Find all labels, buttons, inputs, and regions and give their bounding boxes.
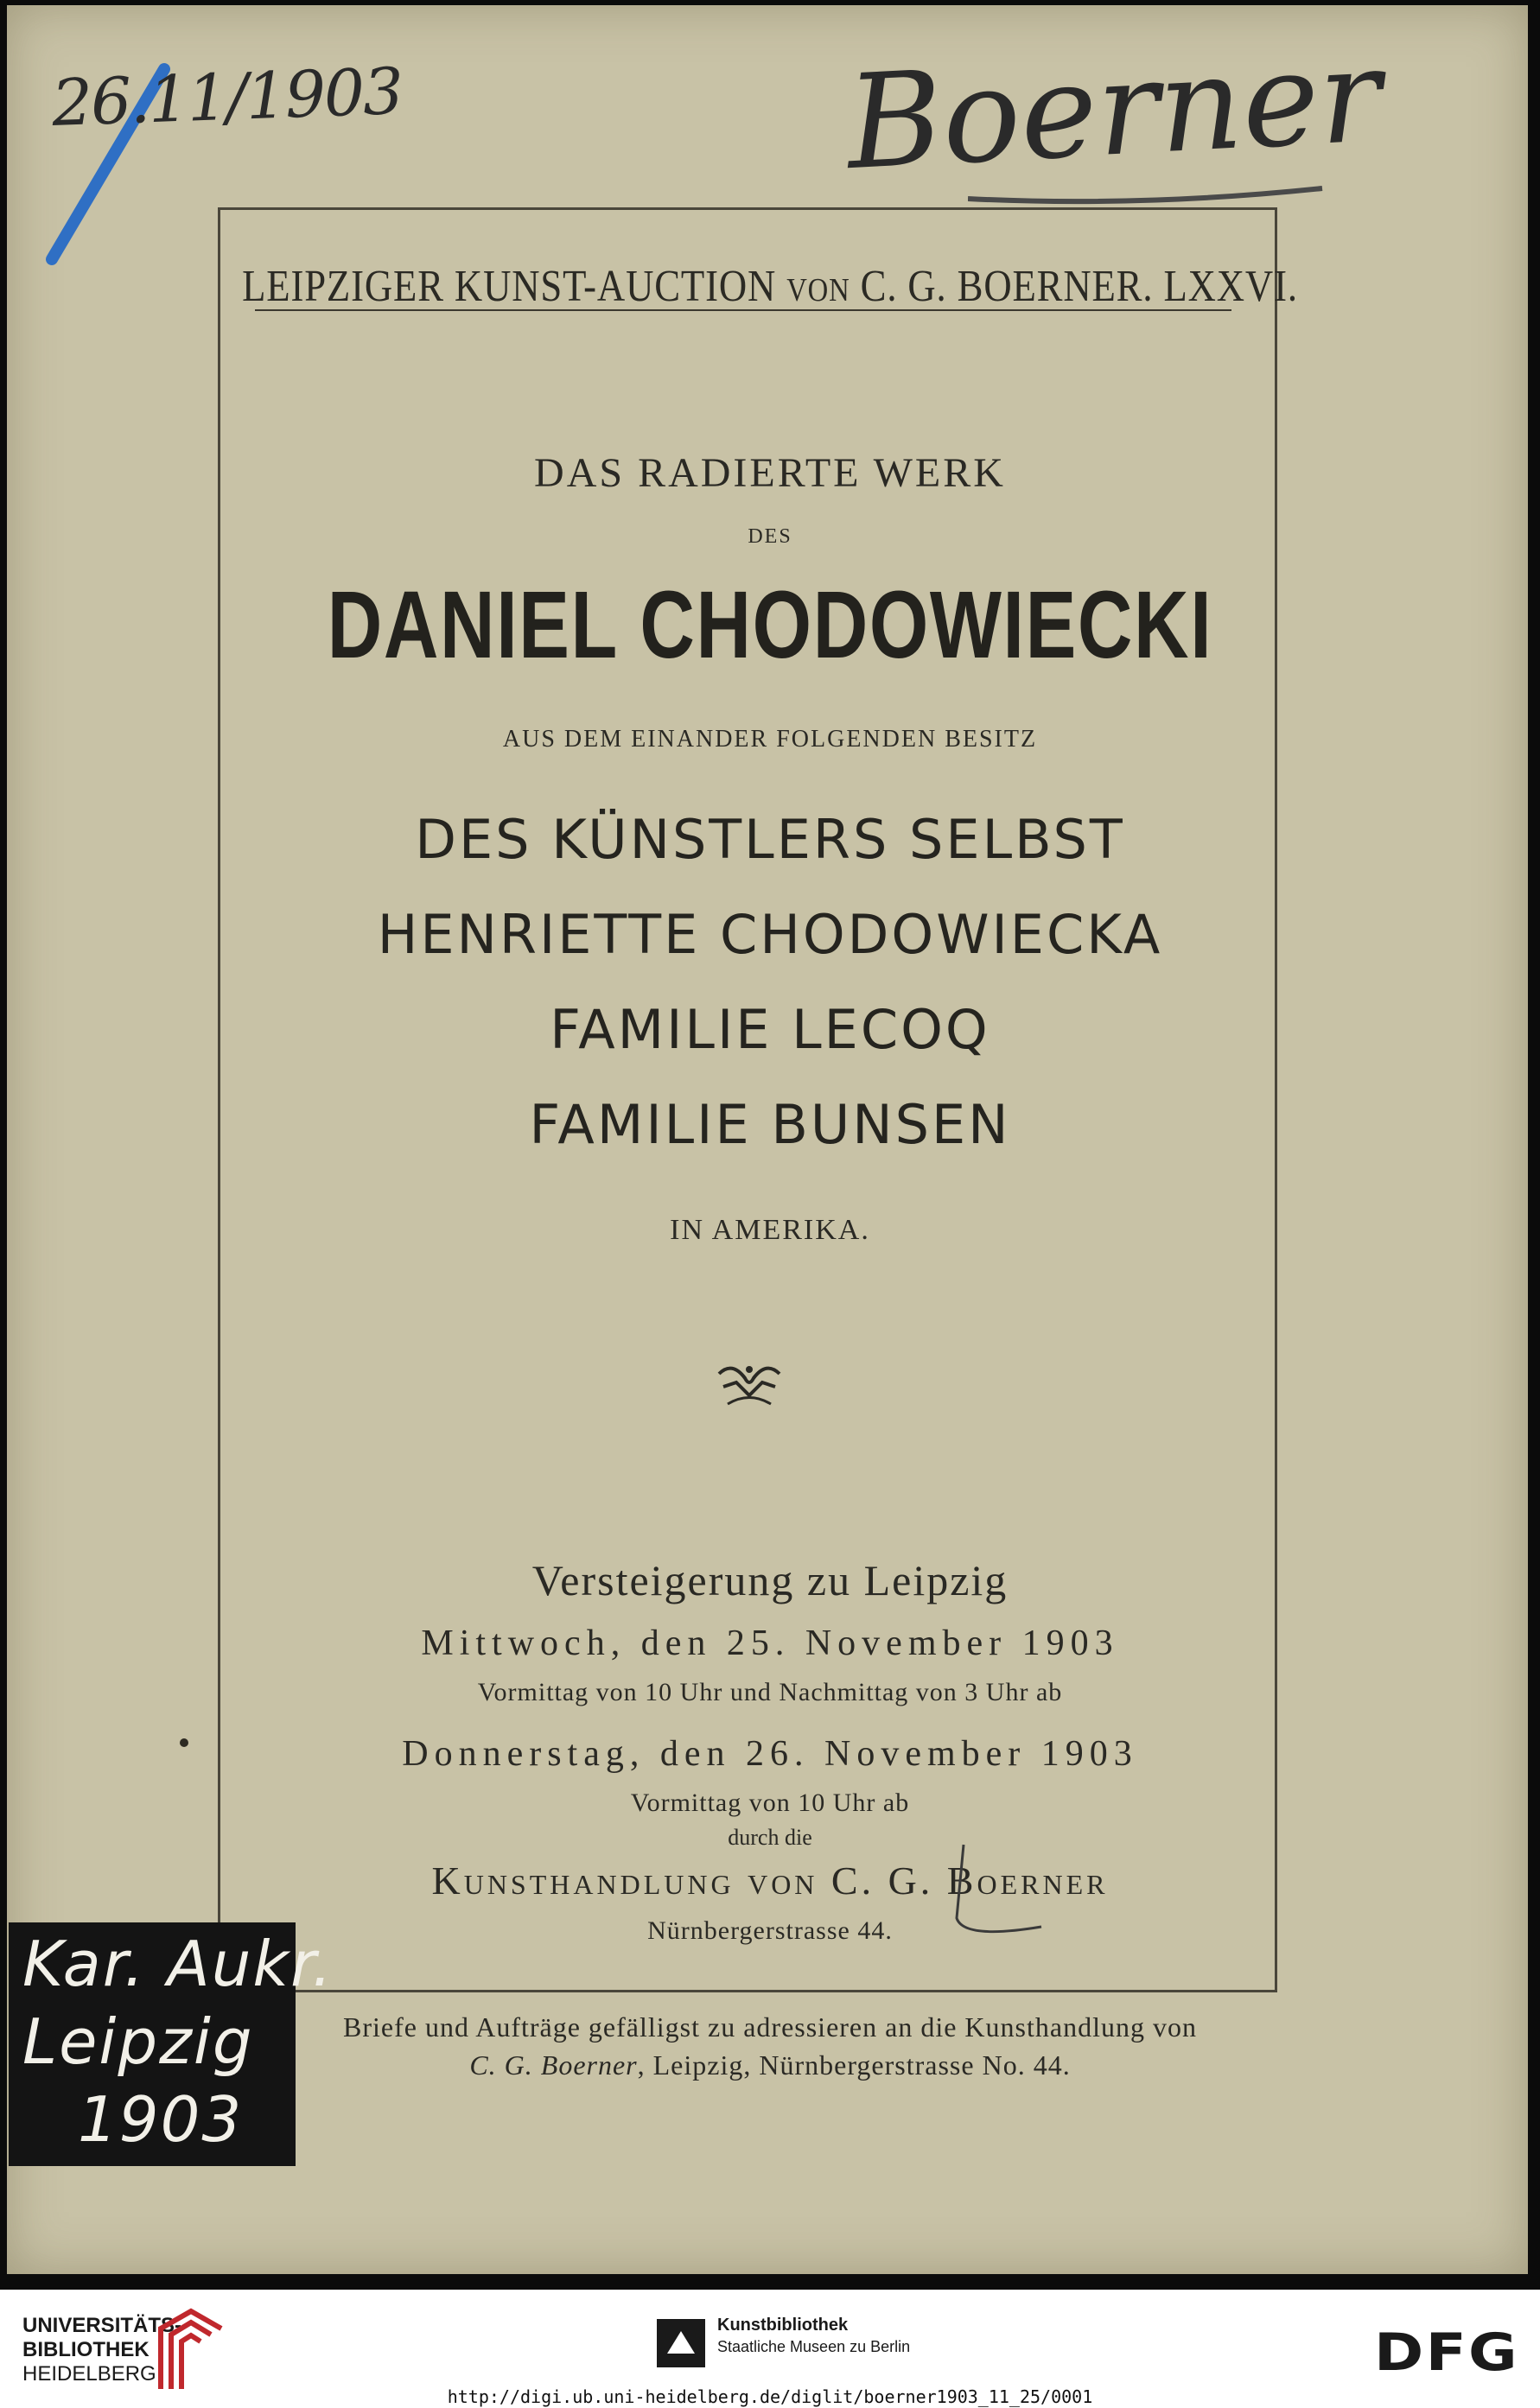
series-header-tail: C. G. BOERNER. LXXVI.	[850, 262, 1298, 311]
owner-line: FAMILIE BUNSEN	[529, 1093, 1011, 1156]
pencil-bracket-mark	[946, 1840, 1059, 1953]
kunstbibliothek-emblem-icon	[657, 2319, 705, 2367]
series-header-main: LEIPZIGER KUNST-AUCTION	[242, 262, 787, 311]
provenance-intro: AUS DEM EINANDER FOLGENDEN BESITZ	[502, 726, 1038, 753]
owner-line: FAMILIE LECOQ	[550, 998, 990, 1061]
permalink-url[interactable]: http://digi.ub.uni-heidelberg.de/diglit/boerner1903_11_25/0001	[447, 2386, 1093, 2407]
owner-line: HENRIETTE CHODOWIECKA	[377, 903, 1163, 966]
footer-address: , Leipzig, Nürnbergerstrasse No. 44.	[637, 2049, 1071, 2081]
dealer-address: Nürnbergerstrasse 44.	[647, 1916, 893, 1945]
handwritten-date: 26.11/1903	[50, 54, 404, 142]
footer-line-1: Briefe und Aufträge gefälligst zu adressieren an die Kunsthandlung von	[343, 2011, 1197, 2043]
series-header	[108, 261, 1433, 312]
auction-day-2-time: Vormittag von 10 Uhr ab	[630, 1789, 910, 1817]
shelf-label-line-3: 1903	[78, 2083, 244, 2156]
auction-day-2: Donnerstag, den 26. November 1903	[402, 1734, 1138, 1774]
header-rule	[255, 309, 1231, 311]
university-logo-line-3: HEIDELBERG	[22, 2362, 156, 2386]
work-title: DAS RADIERTE WERK	[534, 450, 1006, 496]
owner-line: DES KÜNSTLERS SELBST	[415, 808, 1125, 871]
des-line: DES	[748, 525, 792, 548]
university-logo-line-2: BIBLIOTHEK	[22, 2338, 150, 2361]
shelf-label-line-1: Kar. Aukr.	[22, 1928, 334, 2000]
dfg-logo[interactable]: DFG	[1374, 2322, 1519, 2383]
university-emblem-icon	[152, 2307, 230, 2393]
university-logo-line-1: UNIVERSITÄTS-	[22, 2314, 182, 2337]
location-line: IN AMERIKA.	[670, 1214, 870, 1246]
handwritten-name: Boerner	[843, 20, 1385, 200]
auction-day-1-time: Vormittag von 10 Uhr und Nachmittag von 3 Uhr ab	[477, 1678, 1063, 1706]
artist-name: DANIEL CHODOWIECKI	[327, 572, 1213, 678]
auction-title: Versteigerung zu Leipzig	[531, 1556, 1009, 1604]
shelf-label	[9, 1922, 334, 2166]
dealer-name: Kunsthandlung von C. G. Boerner	[431, 1858, 1109, 1903]
footer-dealer-name: C. G. Boerner	[469, 2049, 638, 2081]
by-line: durch die	[728, 1825, 812, 1850]
shelf-label-line-2: Leipzig	[22, 2005, 254, 2078]
kunstbibliothek-line-1: Kunstbibliothek	[717, 2316, 849, 2335]
series-header-von: VON	[786, 272, 850, 308]
paper-spot	[180, 1738, 188, 1747]
kunstbibliothek-line-2: Staatliche Museen zu Berlin	[717, 2338, 911, 2355]
printer-ornament-icon	[710, 1356, 788, 1417]
auction-day-1: Mittwoch, den 25. November 1903	[421, 1623, 1119, 1663]
